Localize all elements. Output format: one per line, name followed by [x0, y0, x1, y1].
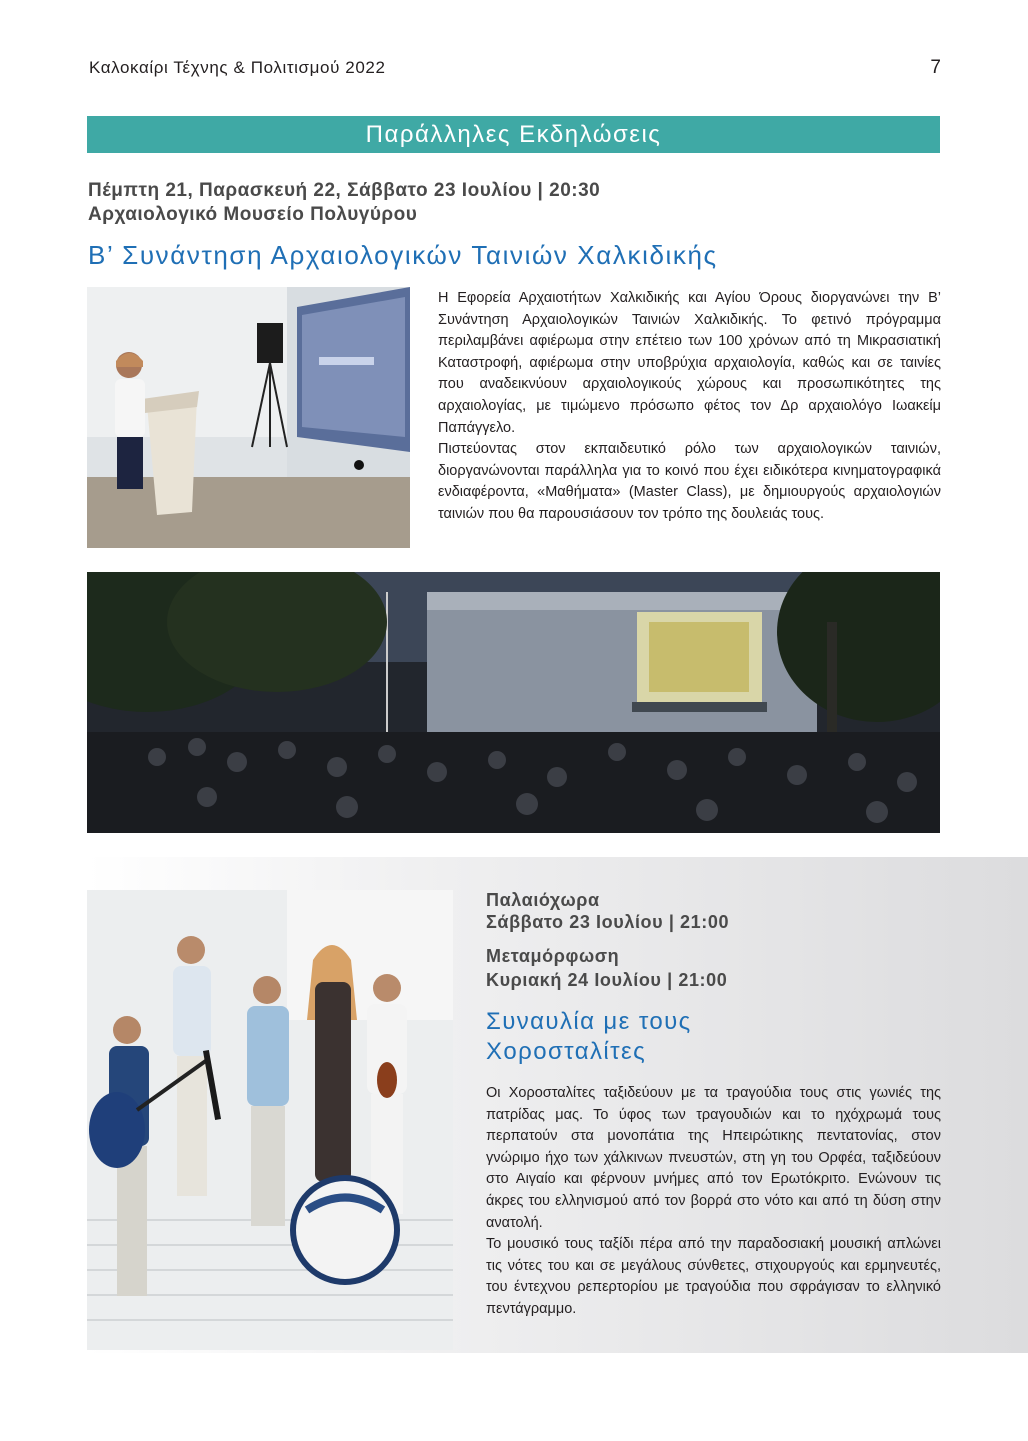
event1-date-line: Πέμπτη 21, Παρασκευή 22, Σάββατο 23 Ιουλίου | 20:30	[88, 180, 601, 201]
speaker-photo	[87, 287, 410, 548]
page-number: 7	[930, 57, 941, 78]
band-photo	[87, 890, 453, 1350]
event2-description	[486, 1083, 941, 1321]
event2-title	[486, 1007, 692, 1067]
section-title: Παράλληλες Εκδηλώσεις	[365, 121, 662, 148]
section-title-bar	[87, 116, 940, 153]
event2-location-2: Μεταμόρφωση	[486, 946, 620, 966]
event2-title-line-2: Χοροσταλίτες	[486, 1038, 647, 1065]
running-title: Καλοκαίρι Τέχνης & Πολιτισμού 2022	[89, 58, 386, 77]
event1-description	[438, 288, 941, 526]
event2-date-1: Σάββατο 23 Ιουλίου | 21:00	[486, 912, 730, 932]
event1-title: Β’ Συνάντηση Αρχαιολογικών Ταινιών Χαλκιδικής	[88, 240, 718, 270]
event1-paragraph-2: Πιστεύοντας στον εκπαιδευτικό ρόλο των αρχαιολογικών ταινιών, διοργανώνονται παράλληλα για το κοινό που έχει ειδικότερα κινηματογραφικά ενδιαφέροντα, «Μαθήματα» (Master Class), με δημιουργούς αρχαιολογιών ταινιών που θα παρουσιάσουν τον τρόπο της δουλειάς τους.	[438, 441, 941, 522]
event2-paragraph-2: Το μουσικό τους ταξίδι πέρα από την παραδοσιακή μουσική απλώνει τις νότες του και σε μεγάλους σύνθετες, στιχουργούς και ερμηνευτές, του έντεχνου ρεπερτορίου με τραγούδια που σφράγισαν το ελληνικό πεντάγραμμο.	[486, 1236, 941, 1317]
event2-title-line-1: Συναυλία με τους	[486, 1008, 692, 1035]
event1-paragraph-1: Η Εφορεία Αρχαιοτήτων Χαλκιδικής και Αγίου Όρους διοργανώνει την Β’ Συνάντηση Αρχαιολογικών Ταινιών Χαλκιδικής. Το φετινό πρόγραμμα περιλαμβάνει αφιέρωμα στην επέτειο των 100 χρόνων από τη Μικρασιατική Καταστροφή, αφιέρωμα στην υποβρύχια αρχαιολογία, καθώς και σε ταινίες που αναδεικνύουν αρχαιολογικούς χώρους και προσωπικότητες της αρχαιολογίας, με τιμώμενο πρόσωπο φέτος τον Δρ αρχαιολόγο Ιωακείμ Παπάγγελο.	[438, 290, 941, 436]
screening-audience-photo	[87, 572, 940, 833]
event1-venue: Αρχαιολογικό Μουσείο Πολυγύρου	[88, 204, 418, 225]
event2-paragraph-1: Οι Χοροσταλίτες ταξιδεύουν με τα τραγούδια τους στις γωνιές της πατρίδας μας. Το ύφος των τραγουδιών και το ηχόχρωμά τους περπατούν στα μονοπάτια της Ηπειρώτικης πεντατονίας, στον γνώριμο ήχο των χάλκινων πνευστών, στη γη του Ορφέα, ταξιδεύουν στο Αιγαίο και φέρνουν μνήμες από τον Ερωτόκριτο. Ενώνουν τις άκρες του ελληνισμού από τον βορρά στο νότο και από τη δύση στην ανατολή.	[486, 1085, 941, 1231]
event2-location-1: Παλαιόχωρα	[486, 890, 600, 910]
event2-date-2: Κυριακή 24 Ιουλίου | 21:00	[486, 970, 728, 990]
